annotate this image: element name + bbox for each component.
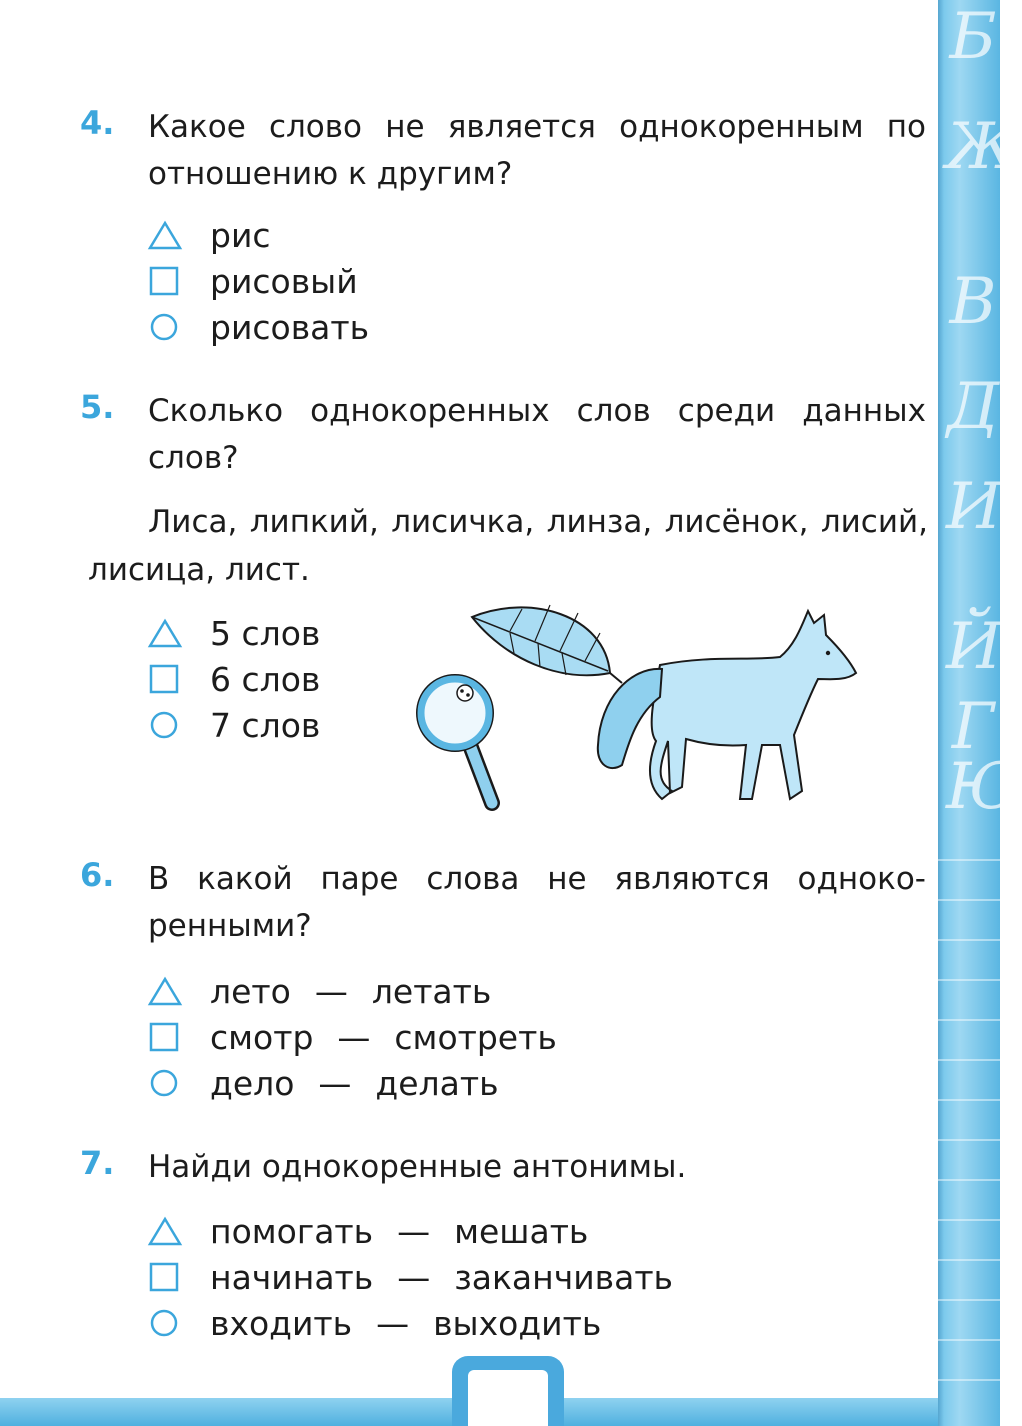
page-number-tab (452, 1356, 564, 1426)
stripe-letter: Ю (946, 750, 1022, 824)
pair-right: смотреть (394, 1017, 557, 1057)
pair-dash: — (318, 1063, 352, 1103)
pair-right: летать (371, 971, 492, 1011)
square-icon (148, 258, 210, 304)
task-number: 6. (80, 856, 115, 894)
circle-icon (148, 304, 210, 350)
stripe-letter: Ж (946, 110, 1018, 184)
triangle-icon (148, 212, 210, 258)
answer-option[interactable] (148, 1208, 588, 1254)
circle-icon (148, 1060, 210, 1106)
option-text: 6 слов (210, 659, 321, 699)
leaf-icon (472, 605, 622, 683)
answer-option[interactable] (148, 1060, 499, 1106)
task-question: Какое слово не является однокоренным по отношению к другим? (148, 109, 926, 192)
stripe-letter: В (949, 265, 997, 339)
square-icon (148, 1014, 210, 1060)
pair-right: заканчивать (454, 1257, 674, 1297)
task-number: 4. (80, 104, 115, 142)
answer-option[interactable] (148, 702, 320, 748)
option-text: 7 слов (210, 705, 321, 745)
task-number: 7. (80, 1144, 115, 1182)
pair-dash: — (397, 1211, 431, 1251)
word-pair (210, 1212, 588, 1251)
word-pair (210, 972, 491, 1011)
stripe-letter: Й (946, 610, 1002, 684)
option-text: рисовый (210, 261, 358, 301)
answer-option[interactable] (148, 1014, 557, 1060)
pair-dash: — (397, 1257, 431, 1297)
stripe-grid-lines (938, 0, 1022, 1426)
pair-left: лето (210, 971, 291, 1011)
pair-left: начинать (210, 1257, 374, 1297)
pair-right: мешать (454, 1211, 589, 1251)
pair-left: смотр (210, 1017, 314, 1057)
pair-left: входить (210, 1303, 353, 1343)
pair-dash: — (314, 971, 348, 1011)
pair-left: дело (210, 1063, 295, 1103)
task-question: В какой паре слова не являются одноко-ренными? (148, 861, 926, 944)
answer-option[interactable] (148, 610, 320, 656)
pair-left: помогать (210, 1211, 374, 1251)
triangle-icon (148, 968, 210, 1014)
task-number: 5. (80, 388, 115, 426)
square-icon (148, 656, 210, 702)
circle-icon (148, 1300, 210, 1346)
pair-dash: — (337, 1017, 371, 1057)
word-pair (210, 1064, 499, 1103)
stripe-letter: Д (946, 370, 1000, 444)
word-pair (210, 1258, 673, 1297)
square-icon (148, 1254, 210, 1300)
stripe-letter: Б (949, 0, 997, 74)
circle-icon (148, 702, 210, 748)
word-list: Лиса, липкий, лисичка, линза, лисёнок, лисий, лисица, лист. (88, 504, 928, 588)
task-question: Найди однокоренные антонимы. (148, 1149, 687, 1185)
illustration (410, 595, 870, 825)
word-pair (210, 1304, 601, 1343)
option-text: рис (210, 215, 271, 255)
answer-option[interactable] (148, 1300, 601, 1346)
stripe-letter: Г (951, 690, 995, 764)
answer-option[interactable] (148, 258, 358, 304)
stripe-letter: И (946, 470, 1002, 544)
task-question: Сколько однокоренных слов среди данных слов? (148, 393, 926, 476)
pair-right: делать (375, 1063, 499, 1103)
option-text: рисовать (210, 307, 370, 347)
fox-icon (598, 611, 856, 799)
answer-option[interactable] (148, 1254, 673, 1300)
triangle-icon (148, 1208, 210, 1254)
magnifying-glass-icon (417, 675, 493, 803)
pair-right: выходить (433, 1303, 602, 1343)
answer-option[interactable] (148, 968, 491, 1014)
word-pair (210, 1018, 557, 1057)
decorative-side-stripe (938, 0, 1022, 1426)
option-text: 5 слов (210, 613, 321, 653)
page-number-blank (468, 1370, 548, 1426)
answer-option[interactable] (148, 656, 320, 702)
pair-dash: — (376, 1303, 410, 1343)
triangle-icon (148, 610, 210, 656)
answer-option[interactable] (148, 212, 271, 258)
answer-option[interactable] (148, 304, 369, 350)
